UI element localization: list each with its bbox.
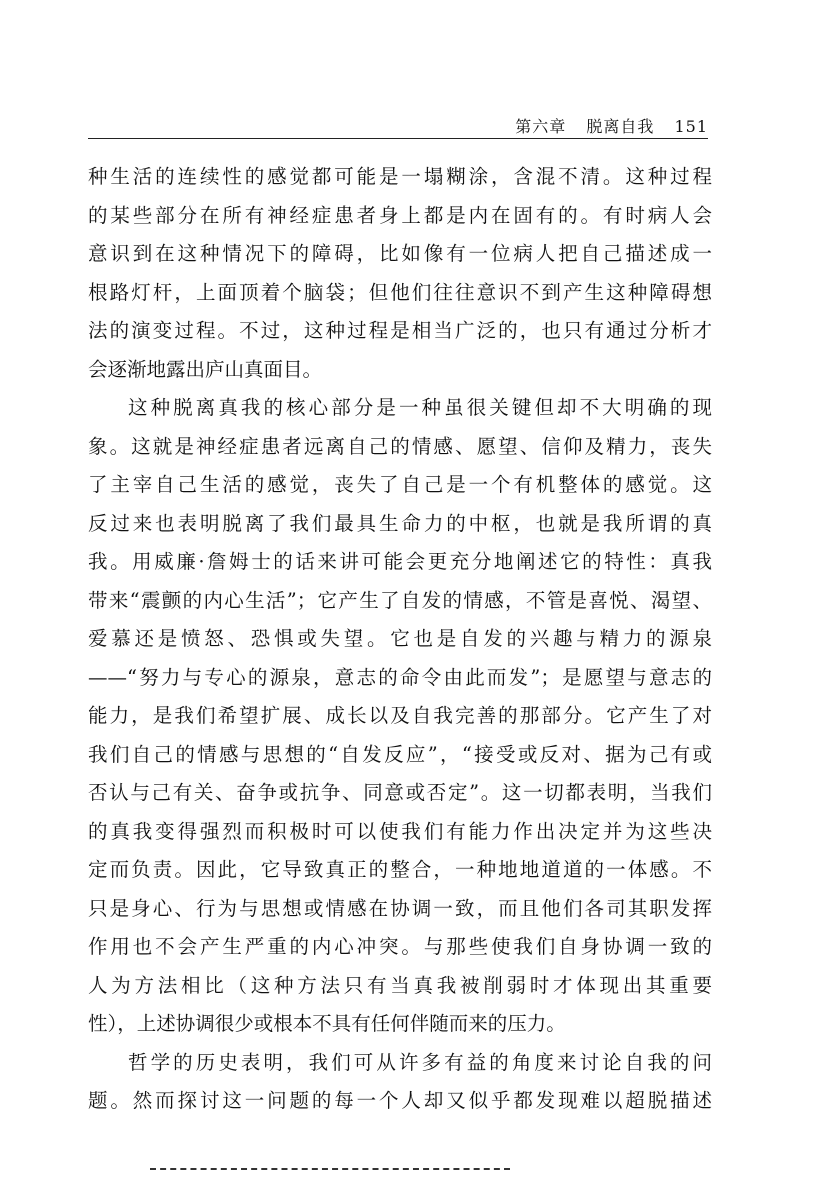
text-line: 意识到在这种情况下的障碍，比如像有一位病人把自己描述成一 [88, 242, 712, 265]
text-line: 象。这就是神经症患者远离自己的情感、愿望、信仰及精力，丧失 [88, 434, 712, 458]
paragraph-start-line: 哲学的历史表明，我们可从许多有益的角度来讨论自我的问 [128, 1050, 712, 1074]
chapter-label: 第六章 [515, 117, 567, 136]
text-line: 能力，是我们希望扩展、成长以及自我完善的那部分。它产生了对 [88, 704, 712, 727]
body-text [88, 158, 712, 1121]
footer-rule [150, 1168, 510, 1170]
text-line: 我。用威廉·詹姆士的话来讲可能会更充分地阐述它的特性：真我 [88, 550, 712, 573]
text-line: 定而负责。因此，它导致真正的整合，一种地地道道的一体感。不 [88, 858, 712, 881]
paragraph-start-line: 这种脱离真我的核心部分是一种虽很关键但却不大明确的现 [128, 396, 712, 419]
text-line: 作用也不会产生严重的内心冲突。与那些使我们自身协调一致的 [88, 935, 712, 958]
text-line: 会逐渐地露出庐山真面目。 [88, 357, 323, 381]
text-line: 反过来也表明脱离了我们最具生命力的中枢，也就是我所谓的真 [88, 511, 712, 535]
header-text [515, 114, 708, 137]
text-line: 的真我变得强烈而积极时可以使我们有能力作出决定并为这些决 [88, 819, 712, 843]
page-number: 151 [674, 117, 708, 136]
header-rule [88, 138, 708, 139]
text-line: 法的演变过程。不过，这种过程是相当广泛的，也只有通过分析才 [88, 319, 712, 342]
text-line: 只是身心、行为与思想或情感在协调一致，而且他们各司其职发挥 [88, 896, 712, 920]
text-line: 根路灯杆，上面顶着个脑袋；但他们往往意识不到产生这种障碍想 [88, 280, 712, 304]
text-line: 的某些部分在所有神经症患者身上都是内在固有的。有时病人会 [88, 203, 712, 227]
chapter-title: 脱离自我 [586, 117, 655, 136]
text-line: ——“努力与专心的源泉，意志的命令由此而发”；是愿望与意志的 [88, 665, 712, 689]
text-line: 人为方法相比（这种方法只有当真我被削弱时才体现出其重要 [88, 973, 712, 997]
running-header [88, 110, 708, 140]
text-line: 我们自己的情感与思想的“自发反应”，“接受或反对、据为己有或 [88, 742, 712, 766]
text-line: 否认与己有关、奋争或抗争、同意或否定”。这一切都表明，当我们 [88, 781, 712, 804]
text-line: 了主宰自己生活的感觉，丧失了自己是一个有机整体的感觉。这 [88, 473, 712, 496]
text-line: 带来“震颤的内心生活”；它产生了自发的情感，不管是喜悦、渴望、 [88, 588, 712, 612]
text-line: 种生活的连续性的感觉都可能是一塌糊涂，含混不清。这种过程 [88, 165, 712, 188]
text-line: 题。然而探讨这一问题的每一个人却又似乎都发现难以超脱描述 [88, 1089, 712, 1112]
text-line: 爱慕还是愤怒、恐惧或失望。它也是自发的兴趣与精力的源泉 [88, 627, 712, 650]
text-line: 性），上述协调很少或根本不具有任何伴随而来的压力。 [88, 1012, 566, 1035]
